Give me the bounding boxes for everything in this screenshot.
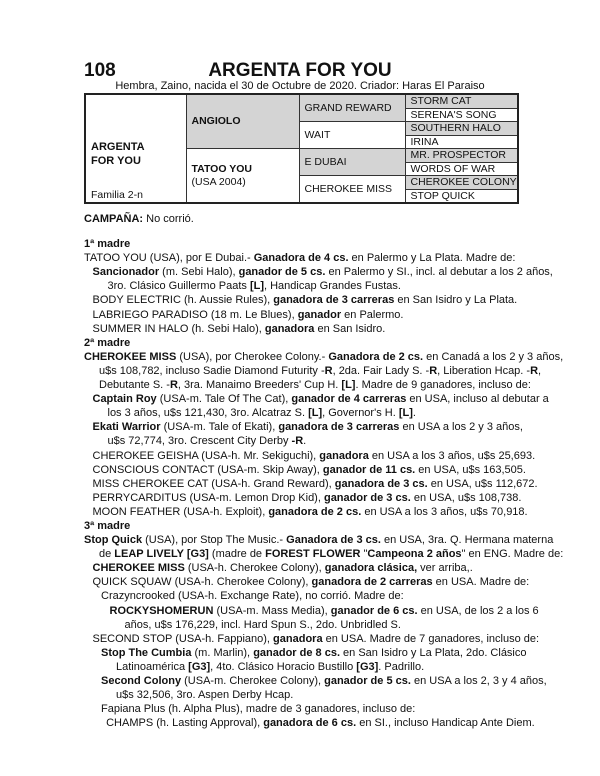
bold-text: ganadora: [319, 449, 369, 462]
pedigree-entry: [84, 589, 524, 603]
pedigree-entry: [84, 477, 538, 491]
pedigree-entry: [84, 646, 527, 674]
text: (USA-m. Mass Media),: [213, 604, 331, 617]
bold-text: R: [324, 364, 333, 377]
entry-line: [84, 308, 524, 322]
text: en San Isidro y La Plata.: [394, 294, 518, 307]
family-notes: [84, 212, 564, 730]
entry-line: [84, 251, 524, 265]
text: (m. Marlin),: [191, 646, 254, 659]
text: MISS CHEROKEE CAT (USA-h. Grand Reward),: [92, 477, 335, 490]
bold-text: Stop Quick: [84, 534, 143, 547]
text: ,: [538, 364, 542, 377]
text: . Madre de 9 ganadores, incluso de:: [355, 379, 531, 392]
bold-text: Ganadora de 2 cs.: [328, 350, 424, 363]
text: , Handicap Grandes Fustas.: [264, 280, 401, 293]
bold-text: Campeona 2 años: [367, 548, 462, 561]
bold-text: ganadora clásica,: [324, 562, 418, 575]
text: en SI., incluso Handicap Ante Diem.: [356, 717, 535, 730]
pedigree-entry: [84, 533, 564, 561]
bold-text: ganador de 8 cs.: [253, 646, 340, 659]
pedigree-entry: [84, 265, 553, 293]
dam-sire: E DUBAI: [299, 149, 405, 176]
entry-line: [84, 477, 538, 491]
dam-name: TATOO YOU: [191, 162, 252, 175]
text: (USA-h. Cherokee Colony),: [184, 562, 325, 575]
sire-dam: WAIT: [299, 122, 405, 149]
bold-text: FOREST FLOWER: [265, 548, 361, 561]
bold-text: ganador de 3 cs.: [323, 491, 411, 504]
bold-text: Ekati Warrior: [92, 421, 161, 434]
bold-text: Ganadora de 4 cs.: [253, 252, 349, 265]
bold-text: Second Colony: [101, 675, 182, 687]
campaign-line: [84, 212, 524, 226]
subject-name-2: FOR YOU: [91, 155, 141, 167]
bold-text: ganadora de 6 cs.: [263, 717, 357, 730]
campaign-value: No corrió.: [143, 213, 194, 225]
text: en USA. Madre de 7 ganadores, incluso de:: [322, 632, 540, 645]
entry-line: [84, 646, 527, 660]
entry-line: [84, 702, 524, 716]
text: en USA. Madre de:: [432, 576, 530, 589]
text: CHAMPS (h. Lasting Approval),: [106, 717, 264, 730]
bold-text: R: [429, 364, 438, 377]
text: SECOND STOP (USA-h. Fappiano),: [92, 632, 274, 645]
text: , 3ra. Manaimo Breeders' Cup H.: [177, 379, 342, 392]
bold-text: ganadora de 3 cs.: [334, 477, 428, 490]
entry-line: [84, 350, 564, 364]
entry-line: [84, 589, 524, 603]
entry-line: [84, 406, 524, 420]
bold-text: Stop The Cumbia: [101, 646, 192, 659]
pedigree-entry: [84, 420, 524, 448]
text: Fapiana Plus (h. Alpha Plus), madre de 3 ganadores, incluso de:: [101, 703, 416, 716]
text: Debutante S. -: [99, 379, 170, 392]
horse-name: ARGENTA FOR YOU: [208, 60, 392, 81]
entry-line: [84, 575, 530, 589]
bold-text: ganadora: [264, 322, 315, 335]
bold-text: ganador de 5 cs.: [324, 675, 411, 687]
ancestor: SOUTHERN HALO: [405, 122, 518, 136]
pedigree-entry: [84, 674, 547, 702]
text: Crazyncrooked (USA-h. Exchange Rate), no corrió. Madre de:: [101, 590, 404, 603]
text: en San Isidro y La Plata, 2do. Clásico: [340, 646, 527, 659]
text: CHEROKEE GEISHA (USA-h. Mr. Sekiguchi),: [92, 449, 320, 462]
text: en USA, de los 2 a los 6: [417, 604, 539, 617]
text: 3ro. Clásico Guillermo Paats: [107, 280, 250, 293]
section-heading: 3ª madre: [84, 519, 131, 532]
text: , 2da. Fair Lady S. -: [332, 364, 430, 377]
pedigree-entry: [84, 604, 539, 632]
pedigree-entry: [84, 251, 524, 265]
pedigree-entry: [84, 505, 528, 519]
text: MOON FEATHER (USA-h. Exploit),: [92, 505, 269, 518]
bold-text: LEAP LIVELY [G3]: [114, 548, 209, 561]
entry-line: [84, 547, 564, 561]
entry-line: [84, 674, 547, 688]
ancestor: IRINA: [405, 135, 518, 149]
pedigree-entry: [84, 350, 564, 392]
ancestor: STORM CAT: [405, 94, 518, 108]
text: TATOO YOU (USA), por E Dubai.-: [84, 252, 254, 265]
text: .: [303, 435, 307, 448]
bold-text: Ganadora de 3 cs.: [286, 534, 381, 547]
dam-sections: [84, 226, 564, 730]
entry-line: [84, 434, 524, 448]
campaign-label: CAMPAÑA:: [84, 213, 144, 225]
bold-text: [L]: [249, 280, 264, 293]
entry-line: [84, 716, 535, 730]
text: en San Isidro.: [314, 322, 386, 335]
ancestor: WORDS OF WAR: [405, 162, 518, 176]
pedigree-entry: [84, 561, 524, 575]
bold-text: ganador de 5 cs.: [238, 266, 326, 279]
bold-text: R: [169, 379, 178, 392]
entry-line: [84, 364, 542, 378]
pedigree-subject: [85, 94, 186, 203]
text: (USA), por Cherokee Colony.-: [176, 350, 329, 363]
text: en USA a los 2 y 3 años,: [399, 421, 523, 434]
text: en USA, 3ra. Q. Hermana materna: [380, 534, 554, 547]
entry-line: [84, 660, 524, 674]
entry-line: [84, 463, 524, 477]
text: PERRYCARDITUS (USA-m. Lemon Drop Kid),: [92, 491, 324, 504]
bold-text: ganador: [297, 308, 342, 321]
entry-line: [84, 505, 528, 519]
text: en Palermo y SI., incl. al debutar a los 2 años,: [325, 266, 553, 279]
text: en USA, u$s 108,738.: [410, 491, 522, 504]
bold-text: ganador de 4 carreras: [291, 393, 407, 406]
pedigree-entry: [84, 702, 524, 716]
text: , 4to. Clásico Horacio Bustillo: [210, 660, 357, 673]
text: ver arriba,.: [417, 562, 473, 575]
text: (madre de: [208, 548, 266, 561]
text: en USA a los 2, 3 y 4 años,: [410, 675, 547, 687]
bold-text: ganadora de 3 carreras: [273, 294, 395, 307]
entry-line: [84, 688, 524, 702]
bold-text: ganadora de 2 cs.: [268, 505, 362, 518]
text: en USA a los 3 años, u$s 25,693.: [368, 449, 536, 462]
text: u$s 108,782, incluso Sadie Diamond Futurity -: [99, 364, 325, 377]
entry-line: [84, 293, 524, 307]
text: SUMMER IN HALO (h. Sebi Halo),: [92, 322, 265, 335]
pedigree-entry: [84, 575, 530, 589]
entry-line: [84, 491, 524, 505]
pedigree-entry: [84, 392, 549, 420]
ancestor: STOP QUICK: [405, 189, 518, 203]
pedigree-entry: [84, 293, 524, 307]
entry-line: [84, 322, 524, 336]
dam-dam: CHEROKEE MISS: [299, 176, 405, 204]
text: , Liberation Hcap. -: [437, 364, 531, 377]
ancestor: CHEROKEE COLONY: [405, 176, 518, 190]
pedigree-entry: [84, 463, 524, 477]
text: , Governor's H.: [322, 407, 399, 420]
text: (USA-m. Tale of Ekati),: [160, 421, 279, 434]
entry-line: [84, 449, 536, 463]
bold-text: [G3]: [188, 660, 211, 673]
bold-text: -R: [291, 435, 304, 448]
entry-line: [84, 533, 554, 547]
bold-text: Captain Roy: [92, 393, 157, 406]
ancestor: MR. PROSPECTOR: [405, 149, 518, 163]
bold-text: ganadora de 3 carreras: [278, 421, 400, 434]
entry-line: [84, 561, 524, 575]
entry-line: [84, 420, 524, 434]
text: BODY ELECTRIC (h. Aussie Rules),: [92, 294, 274, 307]
section-heading: 2ª madre: [84, 336, 131, 349]
pedigree-entry: [84, 449, 536, 463]
text: en USA a los 3 años, u$s 70,918.: [361, 505, 528, 518]
text: ": [360, 548, 368, 561]
text: CONSCIOUS CONTACT (USA-m. Skip Away),: [92, 463, 323, 476]
text: años, u$s 176,229, incl. Hard Spun S., 2do. Unbridled S.: [124, 618, 401, 631]
text: . Padrillo.: [378, 660, 425, 673]
text: .: [412, 407, 416, 420]
entry-line: [84, 265, 553, 279]
bold-text: [L]: [308, 407, 323, 420]
text: en Palermo y La Plata. Madre de:: [348, 252, 516, 265]
sire-sire: GRAND REWARD: [299, 94, 405, 122]
spacer: [84, 226, 524, 237]
text: en Palermo.: [341, 308, 404, 321]
text: de: [99, 548, 115, 561]
entry-line: [84, 632, 540, 646]
entry-line: [84, 378, 531, 392]
text: " en ENG. Madre de:: [461, 548, 564, 561]
text: LABRIEGO PARADISO (18 m. Le Blues),: [92, 308, 298, 321]
pedigree-entry: [84, 322, 524, 336]
text: los 3 años, u$s 121,430, 3ro. Alcatraz S.: [107, 407, 309, 420]
entry-line: [84, 279, 524, 293]
text: en Canadá a los 2 y 3 años,: [423, 350, 564, 363]
section-heading: 1ª madre: [84, 238, 131, 251]
text: en USA, incluso al debutar a: [406, 393, 549, 406]
pedigree-entry: [84, 491, 524, 505]
ancestor: SERENA'S SONG: [405, 108, 518, 122]
bold-text: [L]: [398, 407, 413, 420]
entry-line: [84, 604, 539, 618]
text: (USA), por Stop The Music.-: [142, 534, 287, 547]
text: (USA-m. Cherokee Colony),: [181, 675, 325, 687]
text: u$s 32,506, 3ro. Aspen Derby Hcap.: [116, 689, 294, 702]
bold-text: CHEROKEE MISS: [92, 562, 185, 575]
text: en USA, u$s 112,672.: [427, 477, 538, 490]
bold-text: ganadora: [273, 632, 323, 645]
text: Latinoamérica: [116, 660, 189, 673]
entry-line: [84, 392, 549, 406]
bold-text: ganador de 6 cs.: [330, 604, 418, 617]
text: QUICK SQUAW (USA-h. Cherokee Colony),: [92, 576, 312, 589]
pedigree-entry: [84, 632, 540, 646]
lot-number: 108: [84, 60, 116, 81]
text: u$s 72,774, 3ro. Crescent City Derby: [107, 435, 292, 448]
bold-text: [G3]: [356, 660, 379, 673]
subject-name-1: ARGENTA: [91, 141, 145, 153]
text: en USA, u$s 163,505.: [415, 463, 526, 476]
dam: [186, 149, 299, 204]
bold-text: [L]: [341, 379, 356, 392]
family: Familia 2-n: [91, 189, 143, 201]
text: (m. Sebi Halo),: [159, 266, 239, 279]
pedigree-table: [84, 93, 519, 204]
pedigree-entry: [84, 716, 535, 730]
horse-subtitle: Hembra, Zaino, nacida el 30 de Octubre de 2020. Criador: Haras El Paraiso: [115, 80, 485, 92]
bold-text: ganador de 11 cs.: [322, 463, 416, 476]
pedigree-entry: [84, 308, 524, 322]
bold-text: Sancionador: [92, 266, 160, 279]
sire: ANGIOLO: [186, 94, 299, 149]
bold-text: ROCKYSHOMERUN: [109, 604, 214, 617]
bold-text: R: [530, 364, 539, 377]
bold-text: ganadora de 2 carreras: [311, 576, 433, 589]
bold-text: CHEROKEE MISS: [84, 350, 177, 363]
entry-line: [84, 618, 524, 632]
text: (USA-m. Tale Of The Cat),: [156, 393, 292, 406]
dam-note: (USA 2004): [191, 175, 246, 188]
